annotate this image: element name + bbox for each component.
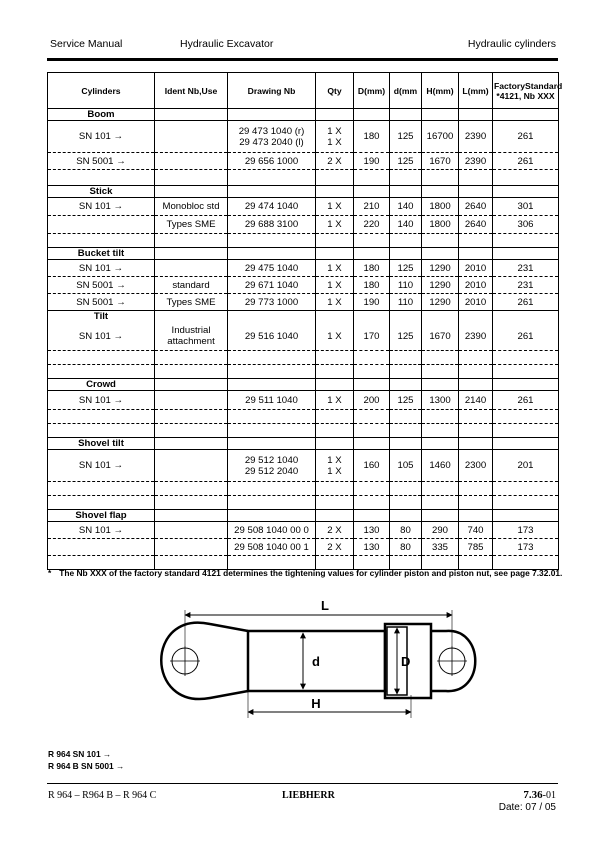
- table-row-blank: [48, 496, 559, 510]
- col-ident: Ident Nb,Use: [155, 73, 228, 109]
- table-row: SN 101 → 29 512 1040 29 512 2040 1 X 1 X 160 105 1460 2300 201: [48, 450, 559, 482]
- section-crowd: Crowd: [48, 379, 559, 391]
- footnote: * The Nb XXX of the factory standard 4121 determines the tightening values for cylinder piston and piston nut, see page 7.32.01.: [48, 568, 563, 578]
- col-qty: Qty: [316, 73, 354, 109]
- col-drawing: Drawing Nb: [228, 73, 316, 109]
- footer-brand: LIEBHERR: [282, 790, 335, 801]
- table-row: SN 101 → Monobloc std 29 474 1040 1 X 210 140 1800 2640 301: [48, 198, 559, 216]
- col-d: d(mm: [390, 73, 422, 109]
- header-manual: Service Manual: [50, 38, 123, 50]
- table-row: SN 101 → 29 473 1040 (r) 29 473 2040 (l) 1 X 1 X 180 125 16700 2390 261: [48, 121, 559, 153]
- model-line: R 964 SN 101 →: [48, 749, 112, 759]
- cylinder-diagram: [140, 600, 480, 720]
- revision-date: Date: 07 / 05: [498, 802, 556, 813]
- table-row-blank: [48, 365, 559, 379]
- table-row: SN 101 → Industrial attachment 29 516 1040 1 X 170 125 1670 2390 261: [48, 323, 559, 351]
- table-row: SN 5001 → Types SME 29 773 1000 1 X 190 110 1290 2010 261: [48, 294, 559, 311]
- dimension-H-label: H: [311, 696, 321, 711]
- table-header-row: [48, 73, 559, 109]
- table-row-blank: [48, 482, 559, 496]
- page-number: 7.36: [523, 789, 543, 801]
- col-H: H(mm): [422, 73, 459, 109]
- dimension-d-label: d: [312, 654, 320, 669]
- table-row-blank: [48, 351, 559, 365]
- table-row-blank: [48, 424, 559, 438]
- dimension-L-label: L: [321, 600, 329, 613]
- table-row: SN 101 → 29 475 1040 1 X 180 125 1290 2010 231: [48, 260, 559, 277]
- section-shovel-tilt: Shovel tilt: [48, 438, 559, 450]
- table-row: SN 101 → 29 508 1040 00 0 2 X 130 80 290 740 173: [48, 522, 559, 539]
- col-cylinders: Cylinders: [48, 73, 155, 109]
- table-row-blank: [48, 234, 559, 248]
- model-line: R 964 B SN 5001 →: [48, 761, 125, 771]
- table-row-blank: [48, 170, 559, 186]
- col-L: L(mm): [459, 73, 493, 109]
- col-factory: FactoryStandard *4121, Nb XXX: [493, 73, 559, 109]
- dimension-D-label: D: [401, 654, 411, 669]
- table-row: SN 5001 → standard 29 671 1040 1 X 180 110 1290 2010 231: [48, 277, 559, 294]
- header-chapter: Hydraulic cylinders: [467, 38, 556, 50]
- footer-page-info: [499, 789, 556, 814]
- footer-models: R 964 – R964 B – R 964 C: [48, 790, 157, 801]
- section-tilt: Tilt: [48, 311, 559, 323]
- table-row-blank: [48, 410, 559, 424]
- model-serials: [48, 748, 124, 772]
- section-shovel-flap: Shovel flap: [48, 510, 559, 522]
- cylinders-table: [47, 72, 563, 570]
- section-boom: Boom: [48, 109, 559, 121]
- table-row: 29 508 1040 00 1 2 X 130 80 335 785 173: [48, 539, 559, 556]
- page-suffix: -01: [542, 790, 556, 801]
- table-row: SN 5001 → 29 656 1000 2 X 190 125 1670 2390 261: [48, 153, 559, 170]
- footer-rule: [47, 783, 558, 784]
- table-row: Types SME 29 688 3100 1 X 220 140 1800 2640 306: [48, 216, 559, 234]
- header-machine: Hydraulic Excavator: [180, 38, 274, 50]
- col-D: D(mm): [354, 73, 390, 109]
- section-bucket-tilt: Bucket tilt: [48, 248, 559, 260]
- table-row: SN 101 → 29 511 1040 1 X 200 125 1300 2140 261: [48, 391, 559, 410]
- header-rule: [47, 58, 558, 61]
- section-stick: Stick: [48, 186, 559, 198]
